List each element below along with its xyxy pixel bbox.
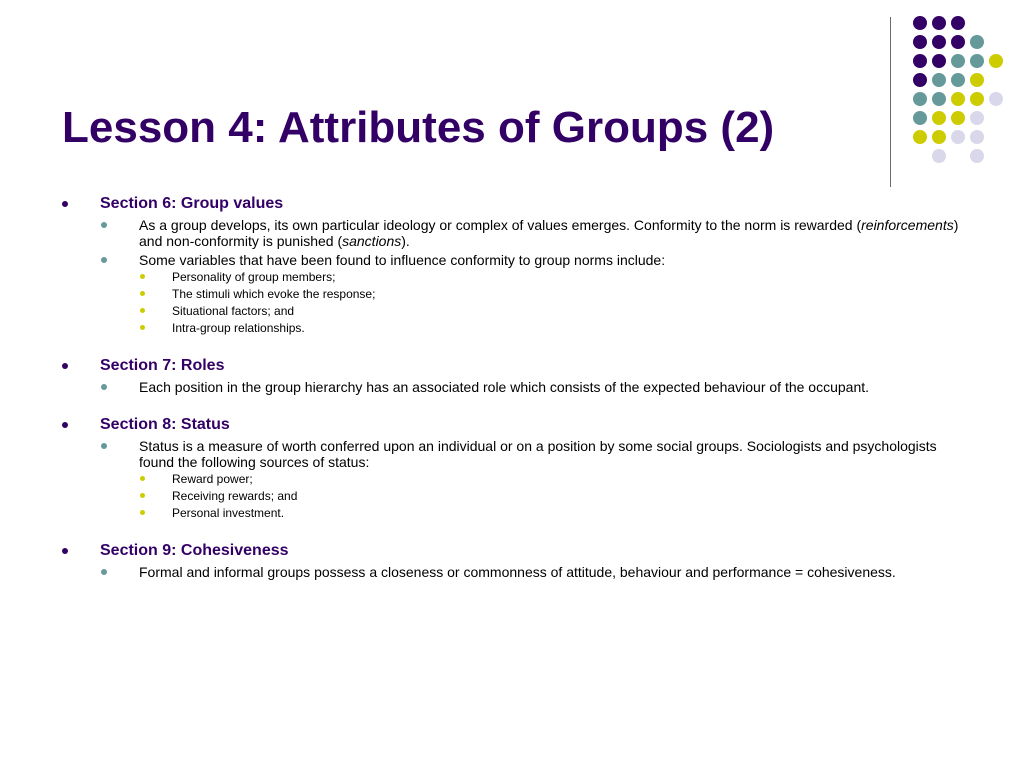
decorative-dot (951, 35, 965, 49)
section-heading: Section 9: Cohesiveness (62, 541, 962, 561)
section-heading: Section 8: Status (62, 415, 962, 435)
bullet-text: As a group develops, its own particular ideology or complex of values emerges. Conformity to the norm is rewarded ( (139, 217, 862, 233)
decorative-dot (932, 54, 946, 68)
decorative-dot (970, 92, 984, 106)
slide-title: Lesson 4: Attributes of Groups (2) (62, 103, 775, 152)
sub-bullet-item: Personality of group members; (62, 269, 962, 285)
sub-bullet-item: Situational factors; and (62, 303, 962, 319)
sub-bullet-item: Receiving rewards; and (62, 488, 962, 504)
decorative-dot (970, 35, 984, 49)
decorative-dot (913, 54, 927, 68)
decorative-dot (913, 92, 927, 106)
bullet-item: Each position in the group hierarchy has an associated role which consists of the expected behaviour of the occupant. (62, 379, 962, 395)
decorative-dot (951, 54, 965, 68)
bullet-text: ). (401, 233, 410, 249)
section-heading: Section 7: Roles (62, 356, 962, 376)
sub-bullet-item: Intra-group relationships. (62, 320, 962, 336)
decorative-dot (951, 16, 965, 30)
bullet-text: ) and non-conformity is punished ( (139, 217, 959, 249)
italic-term: reinforcements (861, 217, 954, 233)
decorative-dot (932, 111, 946, 125)
decorative-dot (970, 111, 984, 125)
section-cohesiveness (62, 541, 962, 580)
decorative-dot (913, 111, 927, 125)
decorative-dot (970, 73, 984, 87)
bullet-item (62, 217, 962, 249)
decorative-dot (913, 73, 927, 87)
decorative-dot (932, 92, 946, 106)
decorative-dot (951, 130, 965, 144)
section-roles (62, 356, 962, 395)
sub-bullet-item: Personal investment. (62, 505, 962, 521)
decorative-dot (951, 111, 965, 125)
decorative-dot (913, 16, 927, 30)
slide-body (62, 194, 962, 600)
decorative-dot (932, 35, 946, 49)
decorative-dot (970, 149, 984, 163)
decorative-dot (932, 130, 946, 144)
decorative-dot (932, 16, 946, 30)
decorative-dot (913, 130, 927, 144)
sub-bullet-item: The stimuli which evoke the response; (62, 286, 962, 302)
italic-term: sanctions (342, 233, 402, 249)
bullet-item: Some variables that have been found to influence conformity to group norms include: (62, 252, 962, 268)
bullet-item: Formal and informal groups possess a closeness or commonness of attitude, behaviour and performance = cohesiveness. (62, 564, 962, 580)
decorative-dot (932, 149, 946, 163)
vertical-divider (890, 17, 891, 187)
decorative-dot (989, 54, 1003, 68)
decorative-dot (932, 73, 946, 87)
decorative-dot (951, 73, 965, 87)
section-heading: Section 6: Group values (62, 194, 962, 214)
decorative-dot (970, 130, 984, 144)
bullet-item: Status is a measure of worth conferred upon an individual or on a position by some social groups. Sociologists and psychologists found the following sources of status: (62, 438, 962, 470)
sub-bullet-item: Reward power; (62, 471, 962, 487)
decorative-dot (951, 92, 965, 106)
decorative-dot (989, 92, 1003, 106)
decorative-dot (913, 35, 927, 49)
section-status (62, 415, 962, 521)
decorative-dot (970, 54, 984, 68)
section-group-values (62, 194, 962, 336)
